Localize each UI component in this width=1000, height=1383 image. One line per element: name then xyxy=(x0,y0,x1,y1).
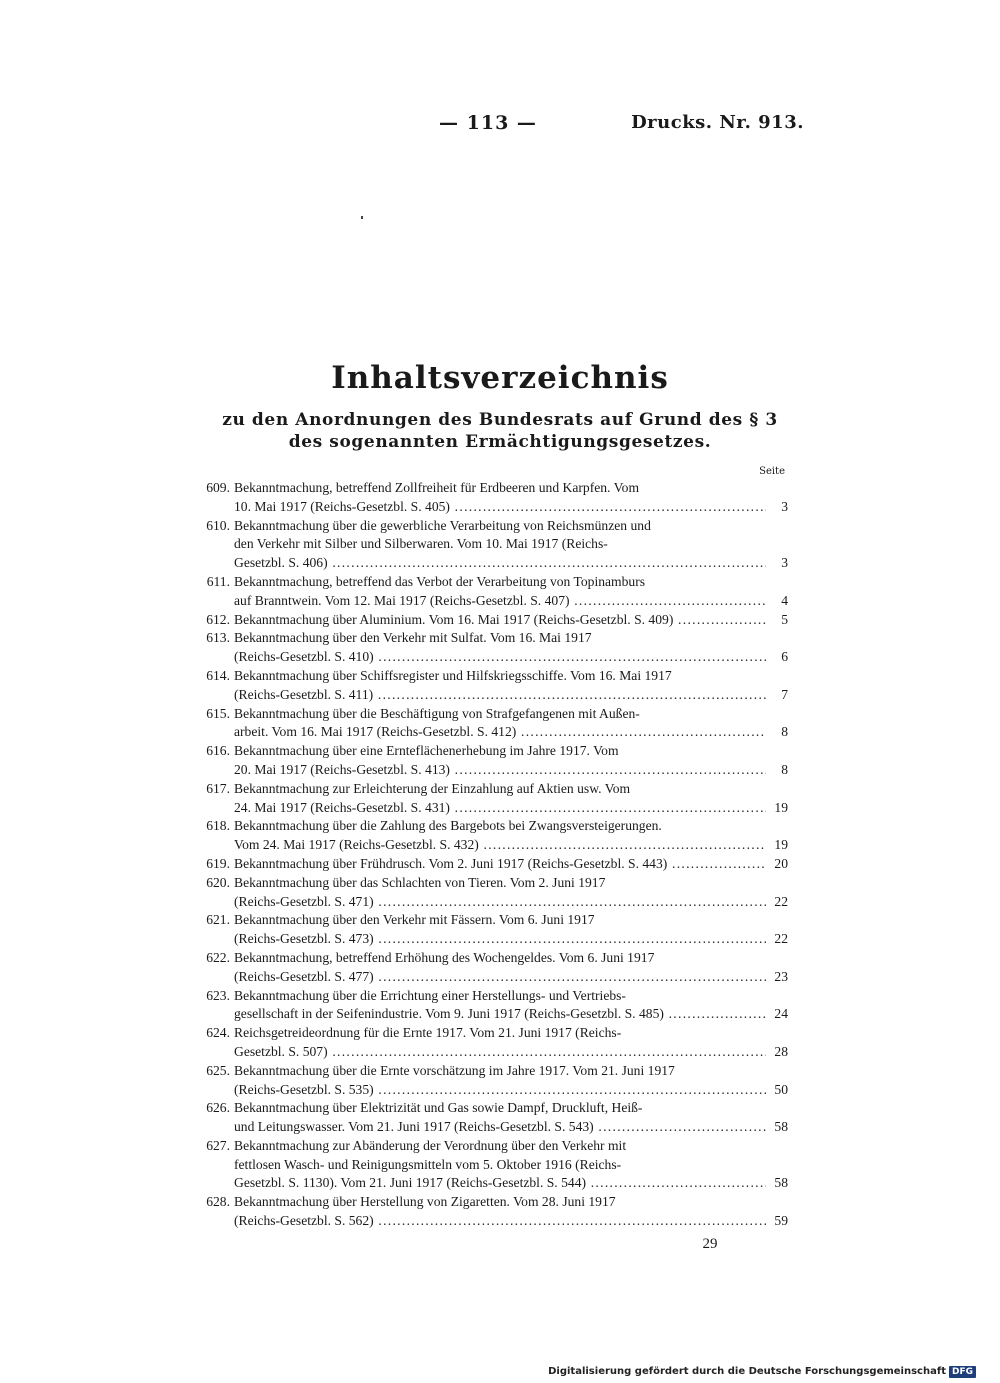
toc-entry-line xyxy=(196,1081,788,1100)
toc-entry xyxy=(196,949,788,987)
toc-entry-text-content: (Reichs-Gesetzbl. S. 562) xyxy=(234,1213,374,1229)
toc-entry xyxy=(196,1024,788,1062)
toc-entry-line xyxy=(196,479,788,498)
toc-entry-line xyxy=(196,1005,788,1024)
toc-entry-line xyxy=(196,1043,788,1062)
toc-entry xyxy=(196,611,788,630)
toc-entry-line xyxy=(196,535,788,554)
toc-entry-text-content: (Reichs-Gesetzbl. S. 471) xyxy=(234,893,374,909)
toc-entry-text xyxy=(234,1043,766,1062)
toc-entry xyxy=(196,629,788,667)
toc-entry-text-content: (Reichs-Gesetzbl. S. 477) xyxy=(234,968,374,984)
toc-entry-page: 59 xyxy=(774,1213,788,1229)
toc-entry-text xyxy=(234,1212,766,1231)
toc-entry-text xyxy=(234,1118,766,1137)
dot-leader xyxy=(570,593,766,608)
toc-entry-line xyxy=(196,1024,788,1043)
toc-entry-text-content: Bekanntmachung über eine Ernteflächenerhebung im Jahre 1917. Vom xyxy=(234,743,619,759)
toc-entry-text-content: Bekanntmachung, betreffend Zollfreiheit für Erdbeeren und Karpfen. Vom xyxy=(234,480,640,495)
toc-entry-number: 622. xyxy=(206,949,230,965)
toc-entry-line xyxy=(196,987,788,1006)
toc-entry xyxy=(196,1062,788,1100)
toc-entry-text xyxy=(234,930,766,949)
dot-leader xyxy=(328,555,766,570)
toc-entry-text-content: und Leitungswasser. Vom 21. Juni 1917 (Reichs-Gesetzbl. S. 543) xyxy=(234,1119,594,1135)
toc-entry-line xyxy=(196,949,788,968)
dot-leader xyxy=(586,1175,766,1190)
print-speck xyxy=(361,216,363,219)
toc-entry-line xyxy=(196,855,788,874)
toc-entry-text-content: den Verkehr mit Silber und Silberwaren. Vom 10. Mai 1917 (Reichs- xyxy=(234,536,608,552)
toc-entry-number: 618. xyxy=(206,818,230,834)
document-reference: Drucks. Nr. 913. xyxy=(631,112,804,133)
page-title: Inhaltsverzeichnis xyxy=(331,360,669,396)
toc-entry-line xyxy=(196,686,788,705)
toc-entry-text-content: 24. Mai 1917 (Reichs-Gesetzbl. S. 431) xyxy=(234,799,450,815)
toc-entry-page: 58 xyxy=(774,1119,788,1135)
subtitle-line-1: zu den Anordnungen des Bundesrats auf Grund des § 3 xyxy=(222,410,778,430)
table-of-contents xyxy=(196,479,788,1231)
toc-entry-line xyxy=(196,1099,788,1118)
toc-entry-text-content: Bekanntmachung über das Schlachten von Tieren. Vom 2. Juni 1917 xyxy=(234,874,606,890)
toc-entry-text xyxy=(234,592,766,611)
toc-entry-text xyxy=(234,1156,734,1175)
toc-entry-page: 7 xyxy=(781,686,788,702)
toc-entry-line xyxy=(196,1137,788,1156)
toc-entry-text xyxy=(234,874,734,893)
toc-entry-text xyxy=(234,949,734,968)
toc-entry-line xyxy=(196,573,788,592)
toc-entry xyxy=(196,573,788,611)
toc-entry-page: 23 xyxy=(774,968,788,984)
toc-entry-text xyxy=(234,479,734,498)
toc-entry-text-content: Vom 24. Mai 1917 (Reichs-Gesetzbl. S. 432) xyxy=(234,837,479,853)
toc-entry-page: 50 xyxy=(774,1081,788,1097)
toc-entry-text xyxy=(234,629,734,648)
toc-entry-text-content: Bekanntmachung über Herstellung von Zigaretten. Vom 28. Juni 1917 xyxy=(234,1194,616,1210)
toc-entry-text-content: Bekanntmachung über die Zahlung des Bargebots bei Zwangsversteigerungen. xyxy=(234,818,662,834)
toc-entry xyxy=(196,855,788,874)
dot-leader xyxy=(374,931,766,946)
toc-entry-number: 617. xyxy=(206,780,230,796)
dot-leader xyxy=(374,649,766,664)
toc-entry-number: 620. xyxy=(206,874,230,890)
toc-entry-text-content: Reichsgetreideordnung für die Ernte 1917. Vom 21. Juni 1917 (Reichs- xyxy=(234,1025,622,1041)
dot-leader xyxy=(374,1082,766,1097)
toc-entry-number: 619. xyxy=(206,855,230,871)
dot-leader xyxy=(594,1119,766,1134)
toc-entry-text xyxy=(234,498,766,517)
toc-entry-text xyxy=(234,1081,766,1100)
page-header xyxy=(0,112,1000,142)
toc-entry-text-content: (Reichs-Gesetzbl. S. 473) xyxy=(234,931,374,947)
toc-entry-number: 612. xyxy=(206,611,230,627)
toc-entry-text xyxy=(234,554,766,573)
toc-entry-text-content: Bekanntmachung über Schiffsregister und Hilfskriegsschiffe. Vom 16. Mai 1917 xyxy=(234,667,672,683)
toc-entry-line xyxy=(196,893,788,912)
toc-entry-text-content: Bekanntmachung über die Beschäftigung von Strafgefangenen mit Außen- xyxy=(234,705,640,721)
toc-entry-number: 613. xyxy=(206,630,230,646)
toc-entry-line xyxy=(196,1062,788,1081)
toc-entry-text xyxy=(234,648,766,667)
toc-entry-number: 623. xyxy=(206,987,230,1003)
page-number: — 113 — xyxy=(439,112,537,134)
toc-entry-text xyxy=(234,1062,734,1081)
toc-entry-text xyxy=(234,686,766,705)
toc-entry-line xyxy=(196,1212,788,1231)
toc-entry-text-content: (Reichs-Gesetzbl. S. 411) xyxy=(234,686,374,702)
toc-entry-text-content: Bekanntmachung über die gewerbliche Verarbeitung von Reichsmünzen und xyxy=(234,517,651,533)
toc-entry-line xyxy=(196,742,788,761)
toc-entry-text xyxy=(234,535,734,554)
dot-leader xyxy=(516,724,766,739)
toc-entry-text-content: Bekanntmachung über Frühdrusch. Vom 2. Juni 1917 (Reichs-Gesetzbl. S. 443) xyxy=(234,855,668,871)
toc-entry-page: 20 xyxy=(774,855,788,871)
toc-entry-number: 626. xyxy=(206,1100,230,1116)
toc-entry-text-content: (Reichs-Gesetzbl. S. 410) xyxy=(234,649,374,665)
toc-entry-number: 614. xyxy=(206,667,230,683)
toc-entry-line xyxy=(196,498,788,517)
toc-entry-line xyxy=(196,1174,788,1193)
sheet-number: 29 xyxy=(702,1236,718,1252)
toc-entry xyxy=(196,987,788,1025)
page-column-label: Seite xyxy=(759,466,785,477)
dot-leader xyxy=(374,969,766,984)
toc-entry-text xyxy=(234,1193,734,1212)
toc-entry-text-content: fettlosen Wasch- und Reinigungsmitteln vom 5. Oktober 1916 (Reichs- xyxy=(234,1156,622,1172)
toc-entry-text xyxy=(234,893,766,912)
toc-entry xyxy=(196,1099,788,1137)
toc-entry-text xyxy=(234,742,734,761)
toc-entry-line xyxy=(196,1156,788,1175)
toc-entry-text-content: Bekanntmachung über die Errichtung einer Herstellungs- und Vertriebs- xyxy=(234,987,626,1003)
toc-entry-line xyxy=(196,629,788,648)
toc-entry-text-content: Bekanntmachung zur Abänderung der Verordnung über den Verkehr mit xyxy=(234,1137,627,1153)
toc-entry xyxy=(196,817,788,855)
toc-entry-text-content: Bekanntmachung, betreffend Erhöhung des Wochengeldes. Vom 6. Juni 1917 xyxy=(234,949,655,965)
toc-entry xyxy=(196,1137,788,1193)
toc-entry-text xyxy=(234,611,766,630)
toc-entry-number: 625. xyxy=(206,1062,230,1078)
toc-entry xyxy=(196,667,788,705)
toc-entry-page: 4 xyxy=(781,592,788,608)
subtitle-line-2: des sogenannten Ermächtigungsgesetzes. xyxy=(288,432,712,452)
toc-entry-page: 3 xyxy=(781,498,788,514)
toc-entry xyxy=(196,1193,788,1231)
toc-entry-text-content: gesellschaft in der Seifenindustrie. Vom 9. Juni 1917 (Reichs-Gesetzbl. S. 485) xyxy=(234,1006,664,1022)
toc-entry-line xyxy=(196,723,788,742)
toc-entry-text-content: auf Branntwein. Vom 12. Mai 1917 (Reichs-Gesetzbl. S. 407) xyxy=(234,592,570,608)
toc-entry-text xyxy=(234,817,734,836)
toc-entry-line xyxy=(196,1193,788,1212)
toc-entry-line xyxy=(196,705,788,724)
dot-leader xyxy=(373,687,766,702)
toc-entry-line xyxy=(196,968,788,987)
dot-leader xyxy=(374,894,766,909)
digitization-note xyxy=(548,1365,976,1379)
toc-entry-page: 19 xyxy=(774,837,788,853)
toc-entry-line xyxy=(196,611,788,630)
toc-entry-line xyxy=(196,930,788,949)
toc-entry-text xyxy=(234,573,734,592)
dot-leader xyxy=(450,762,766,777)
toc-entry-text-content: Gesetzbl. S. 1130). Vom 21. Juni 1917 (Reichs-Gesetzbl. S. 544) xyxy=(234,1175,587,1191)
toc-entry-text xyxy=(234,968,766,987)
toc-entry-text-content: Bekanntmachung über den Verkehr mit Sulfat. Vom 16. Mai 1917 xyxy=(234,630,592,646)
toc-entry-page: 5 xyxy=(781,611,788,627)
toc-entry-text xyxy=(234,1099,734,1118)
toc-entry xyxy=(196,911,788,949)
toc-entry xyxy=(196,742,788,780)
toc-entry xyxy=(196,517,788,573)
toc-entry-text xyxy=(234,799,766,818)
toc-entry-page: 8 xyxy=(781,724,788,740)
toc-entry-text-content: (Reichs-Gesetzbl. S. 535) xyxy=(234,1081,374,1097)
toc-entry-line xyxy=(196,761,788,780)
toc-entry-page: 22 xyxy=(774,931,788,947)
toc-entry-line xyxy=(196,817,788,836)
toc-entry xyxy=(196,874,788,912)
toc-entry-text-content: Gesetzbl. S. 406) xyxy=(234,555,328,571)
dot-leader xyxy=(328,1044,766,1059)
toc-entry-number: 621. xyxy=(206,912,230,928)
toc-entry-page: 3 xyxy=(781,555,788,571)
toc-entry-text xyxy=(234,517,734,536)
toc-entry-text xyxy=(234,987,734,1006)
toc-entry xyxy=(196,780,788,818)
toc-entry-text-content: Bekanntmachung über die Ernte vorschätzung im Jahre 1917. Vom 21. Juni 1917 xyxy=(234,1062,675,1078)
dot-leader xyxy=(374,1213,766,1228)
toc-entry-page: 24 xyxy=(774,1006,788,1022)
toc-entry-text-content: Bekanntmachung über den Verkehr mit Fässern. Vom 6. Juni 1917 xyxy=(234,912,595,928)
toc-entry-text-content: Bekanntmachung, betreffend das Verbot der Verarbeitung von Topinamburs xyxy=(234,573,646,589)
toc-entry-line xyxy=(196,1118,788,1137)
toc-entry-text-content: Bekanntmachung über Elektrizität und Gas sowie Dampf, Druckluft, Heiß- xyxy=(234,1100,643,1116)
toc-entry-line xyxy=(196,592,788,611)
toc-entry-text-content: Gesetzbl. S. 507) xyxy=(234,1043,328,1059)
toc-entry-text xyxy=(234,911,734,930)
toc-entry-page: 8 xyxy=(781,761,788,777)
toc-entry-text-content: Bekanntmachung zur Erleichterung der Einzahlung auf Aktien usw. Vom xyxy=(234,780,631,796)
toc-entry-line xyxy=(196,517,788,536)
toc-entry-page: 58 xyxy=(774,1175,788,1191)
toc-entry-line xyxy=(196,799,788,818)
toc-entry-line xyxy=(196,911,788,930)
toc-entry-text-content: 10. Mai 1917 (Reichs-Gesetzbl. S. 405) xyxy=(234,498,450,514)
toc-entry-number: 628. xyxy=(206,1194,230,1210)
digitization-note-text: Digitalisierung gefördert durch die Deutsche Forschungsgemeinschaft xyxy=(548,1366,946,1377)
toc-entry-text xyxy=(234,855,766,874)
toc-entry-line xyxy=(196,874,788,893)
toc-entry-number: 611. xyxy=(206,573,230,589)
toc-entry-text xyxy=(234,705,734,724)
toc-entry-page: 28 xyxy=(774,1043,788,1059)
toc-entry-text xyxy=(234,1005,766,1024)
toc-entry-text-content: 20. Mai 1917 (Reichs-Gesetzbl. S. 413) xyxy=(234,761,450,777)
dot-leader xyxy=(479,837,766,852)
dot-leader xyxy=(450,499,766,514)
toc-entry-text xyxy=(234,1174,766,1193)
toc-entry-text xyxy=(234,780,734,799)
toc-entry-text-content: arbeit. Vom 16. Mai 1917 (Reichs-Gesetzbl. S. 412) xyxy=(234,724,517,740)
toc-entry-line xyxy=(196,836,788,855)
toc-entry-number: 609. xyxy=(206,480,230,495)
toc-entry xyxy=(196,705,788,743)
dfg-logo: DFG xyxy=(949,1366,976,1378)
toc-entry-page: 19 xyxy=(774,799,788,815)
toc-entry xyxy=(196,479,788,517)
toc-entry-text xyxy=(234,667,734,686)
toc-entry-number: 615. xyxy=(206,705,230,721)
toc-entry-text-content: Bekanntmachung über Aluminium. Vom 16. Mai 1917 (Reichs-Gesetzbl. S. 409) xyxy=(234,611,674,627)
toc-entry-line xyxy=(196,554,788,573)
toc-entry-number: 616. xyxy=(206,743,230,759)
toc-entry-line xyxy=(196,667,788,686)
toc-entry-page: 6 xyxy=(781,649,788,665)
toc-entry-text xyxy=(234,761,766,780)
toc-entry-text xyxy=(234,836,766,855)
toc-entry-text xyxy=(234,1137,734,1156)
dot-leader xyxy=(450,800,766,815)
toc-entry-text xyxy=(234,723,766,742)
toc-entry-line xyxy=(196,780,788,799)
toc-entry-line xyxy=(196,648,788,667)
toc-entry-page: 22 xyxy=(774,893,788,909)
toc-entry-number: 624. xyxy=(206,1025,230,1041)
toc-entry-number: 610. xyxy=(206,517,230,533)
toc-entry-text xyxy=(234,1024,734,1043)
toc-entry-number: 627. xyxy=(206,1137,230,1153)
